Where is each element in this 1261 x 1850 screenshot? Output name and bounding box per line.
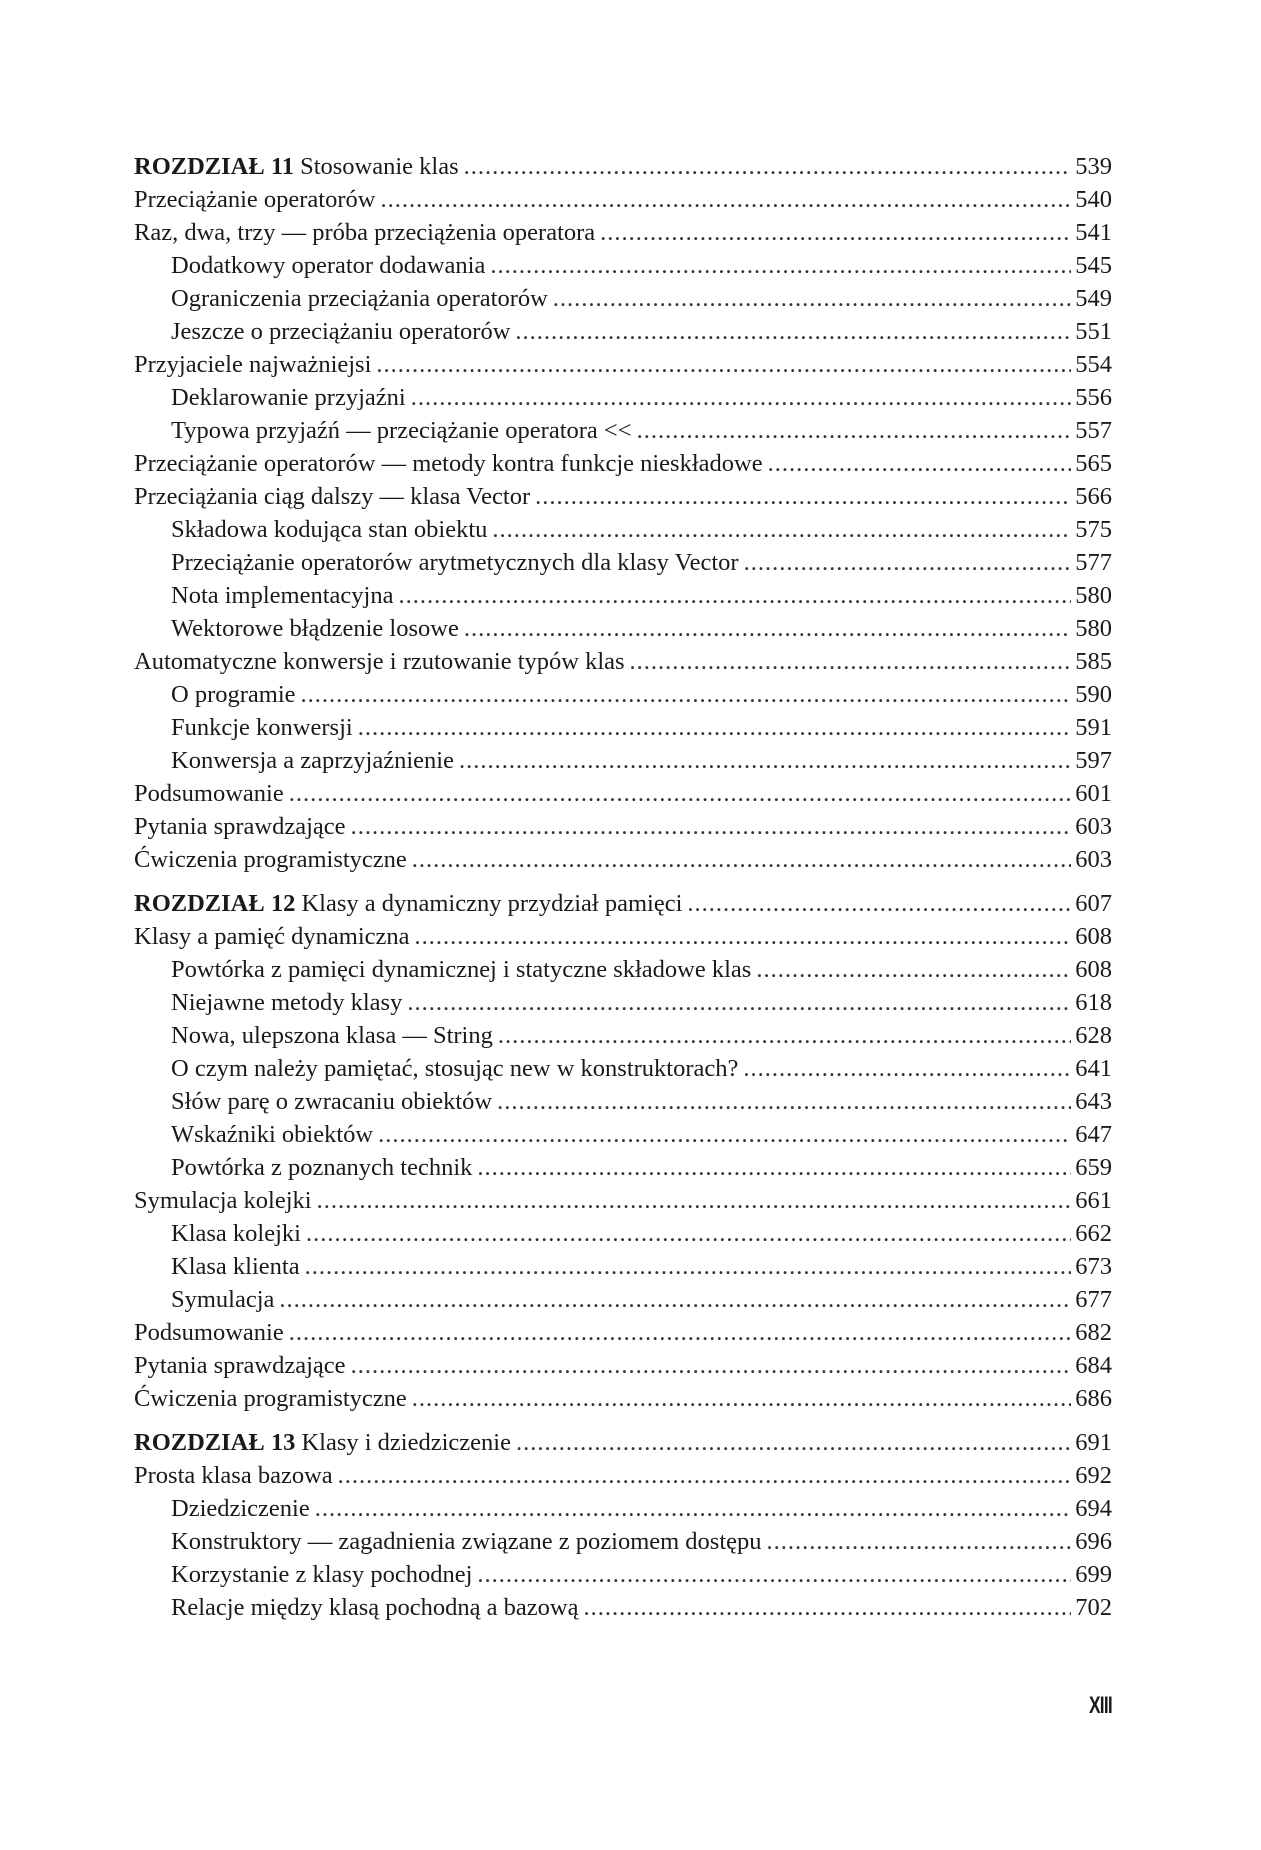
chapter-number: ROZDZIAŁ 13 (134, 1429, 296, 1456)
entry-title: Składowa kodująca stan obiektu (171, 516, 488, 543)
chapter-heading-label (134, 150, 459, 183)
dot-leader (630, 645, 1072, 678)
dot-leader (378, 1118, 1071, 1151)
toc-entry-symulacja-kolejki[interactable] (134, 1184, 1112, 1217)
entry-title: Symulacja kolejki (134, 1187, 312, 1214)
dot-leader (412, 1382, 1071, 1415)
entry-title: Nowa, ulepszona klasa — String (171, 1022, 493, 1049)
dot-leader (411, 381, 1072, 414)
page-number: 603 (1075, 846, 1112, 873)
page-number: 541 (1075, 219, 1112, 246)
chapter-section (134, 150, 1112, 876)
toc-entry-pytania-sprawdzajace[interactable] (134, 810, 1112, 843)
page-number: 694 (1075, 1495, 1112, 1522)
page-number: 673 (1075, 1253, 1112, 1280)
page-number: 628 (1075, 1022, 1112, 1049)
chapter-title: Klasy a dynamiczny przydział pamięci (301, 890, 683, 917)
dot-leader (412, 843, 1071, 876)
dot-leader (637, 414, 1072, 447)
page-number: 557 (1075, 417, 1112, 444)
dot-leader (767, 1525, 1072, 1558)
entry-title: Niejawne metody klasy (171, 989, 403, 1016)
toc-subentry-wektorowe-bladzenie-losowe[interactable] (134, 612, 1112, 645)
entry-title: Wektorowe błądzenie losowe (171, 615, 459, 642)
page-number: 539 (1075, 153, 1112, 180)
chapter-heading-row[interactable] (134, 150, 1112, 183)
page-number: 696 (1075, 1528, 1112, 1555)
dot-leader (351, 810, 1072, 843)
toc-entry-przeciazania-ciag-dalszy-klasa-vector[interactable] (134, 480, 1112, 513)
dot-leader (744, 546, 1072, 579)
toc-subentry-klasa-kolejki[interactable] (134, 1217, 1112, 1250)
toc-subentry-nowa-ulepszona-klasa-string[interactable] (134, 1019, 1112, 1052)
page-number: 545 (1075, 252, 1112, 279)
page-number: 603 (1075, 813, 1112, 840)
toc-entry-raz-dwa-trzy-proba-przeciazenia-operatora[interactable] (134, 216, 1112, 249)
toc-entry-automatyczne-konwersje-i-rzutowanie-typow-klas[interactable] (134, 645, 1112, 678)
dot-leader (490, 249, 1071, 282)
dot-leader (407, 986, 1071, 1019)
entry-title: Podsumowanie (134, 1319, 284, 1346)
page-number: 641 (1075, 1055, 1112, 1082)
entry-title: Ćwiczenia programistyczne (134, 846, 407, 873)
page-number: 686 (1075, 1385, 1112, 1412)
table-of-contents (134, 150, 1112, 1635)
page-number: 580 (1075, 615, 1112, 642)
toc-subentry-ograniczenia-przeciazania-operatorow[interactable] (134, 282, 1112, 315)
page-number: 608 (1075, 923, 1112, 950)
toc-subentry-o-czym-nalezy-pamietac-stosujac-new-w-konstruktorach[interactable] (134, 1052, 1112, 1085)
entry-title: Deklarowanie przyjaźni (171, 384, 406, 411)
toc-entry-przeciazanie-operatorow[interactable] (134, 183, 1112, 216)
page-number: 608 (1075, 956, 1112, 983)
entry-title: Automatyczne konwersje i rzutowanie typów klas (134, 648, 625, 675)
toc-entry-podsumowanie[interactable] (134, 1316, 1112, 1349)
page-number: 590 (1075, 681, 1112, 708)
toc-entry-prosta-klasa-bazowa[interactable] (134, 1459, 1112, 1492)
page-number: 691 (1075, 1429, 1112, 1456)
page-number: 540 (1075, 186, 1112, 213)
dot-leader (289, 1316, 1072, 1349)
chapter-heading-row[interactable] (134, 1426, 1112, 1459)
toc-entry-cwiczenia-programistyczne[interactable] (134, 1382, 1112, 1415)
entry-title: Podsumowanie (134, 780, 284, 807)
toc-subentry-klasa-klienta[interactable] (134, 1250, 1112, 1283)
page-number: 661 (1075, 1187, 1112, 1214)
dot-leader (289, 777, 1072, 810)
entry-title: Ograniczenia przeciążania operatorów (171, 285, 548, 312)
entry-title: Konstruktory — zagadnienia związane z poziomem dostępu (171, 1528, 762, 1555)
page-number: 618 (1075, 989, 1112, 1016)
chapter-title: Stosowanie klas (300, 153, 459, 180)
page-number: 684 (1075, 1352, 1112, 1379)
entry-title: Wskaźniki obiektów (171, 1121, 374, 1148)
page-number: 554 (1075, 351, 1112, 378)
dot-leader (768, 447, 1072, 480)
dot-leader (315, 1492, 1072, 1525)
entry-title: Klasy a pamięć dynamiczna (134, 923, 410, 950)
toc-subentry-powtorka-z-pamieci-dynamicznej-i-statyczne-skladowe-klas[interactable] (134, 953, 1112, 986)
toc-subentry-powtorka-z-poznanych-technik[interactable] (134, 1151, 1112, 1184)
toc-subentry-nota-implementacyjna[interactable] (134, 579, 1112, 612)
dot-leader (477, 1151, 1071, 1184)
entry-title: Dodatkowy operator dodawania (171, 252, 486, 279)
dot-leader (306, 1217, 1071, 1250)
toc-entry-cwiczenia-programistyczne[interactable] (134, 843, 1112, 876)
page-number: 556 (1075, 384, 1112, 411)
dot-leader (376, 348, 1071, 381)
page-number: 601 (1075, 780, 1112, 807)
dot-leader (305, 1250, 1072, 1283)
toc-subentry-dziedziczenie[interactable] (134, 1492, 1112, 1525)
entry-title: Klasa kolejki (171, 1220, 301, 1247)
chapter-number: ROZDZIAŁ 11 (134, 153, 294, 180)
toc-subentry-przeciazanie-operatorow-arytmetycznych-dla-klasy-vector[interactable] (134, 546, 1112, 579)
entry-title: Powtórka z pamięci dynamicznej i statyczne składowe klas (171, 956, 752, 983)
entry-title: Funkcje konwersji (171, 714, 353, 741)
dot-leader (317, 1184, 1072, 1217)
toc-subentry-skladowa-kodujaca-stan-obiektu[interactable] (134, 513, 1112, 546)
page-number: 662 (1075, 1220, 1112, 1247)
entry-title: Przyjaciele najważniejsi (134, 351, 372, 378)
page-number: 585 (1075, 648, 1112, 675)
dot-leader (583, 1591, 1071, 1624)
entry-title: Nota implementacyjna (171, 582, 394, 609)
page-number: 565 (1075, 450, 1112, 477)
entry-title: Ćwiczenia programistyczne (134, 1385, 407, 1412)
entry-title: Typowa przyjaźń — przeciążanie operatora << (171, 417, 632, 444)
toc-subentry-dodatkowy-operator-dodawania[interactable] (134, 249, 1112, 282)
toc-subentry-konstruktory-zagadnienia-zwiazane-z-poziomem-dostepu[interactable] (134, 1525, 1112, 1558)
dot-leader (515, 315, 1071, 348)
toc-subentry-jeszcze-o-przeciazaniu-operatorow[interactable] (134, 315, 1112, 348)
page-number: 659 (1075, 1154, 1112, 1181)
page-number: 682 (1075, 1319, 1112, 1346)
toc-entry-klasy-a-pamiec-dynamiczna[interactable] (134, 920, 1112, 953)
dot-leader (415, 920, 1072, 953)
entry-title: Relacje między klasą pochodną a bazową (171, 1594, 579, 1621)
entry-title: Przeciążanie operatorów (134, 186, 376, 213)
dot-leader (279, 1283, 1071, 1316)
entry-title: Słów parę o zwracaniu obiektów (171, 1088, 493, 1115)
entry-title: Korzystanie z klasy pochodnej (171, 1561, 473, 1588)
toc-subentry-slow-pare-o-zwracaniu-obiektow[interactable] (134, 1085, 1112, 1118)
dot-leader (756, 953, 1071, 986)
toc-entry-podsumowanie[interactable] (134, 777, 1112, 810)
chapter-section (134, 887, 1112, 1415)
dot-leader (464, 150, 1072, 183)
dot-leader (743, 1052, 1071, 1085)
dot-leader (464, 612, 1071, 645)
page-number: 607 (1075, 890, 1112, 917)
toc-subentry-symulacja[interactable] (134, 1283, 1112, 1316)
page-number: 692 (1075, 1462, 1112, 1489)
dot-leader (301, 678, 1072, 711)
page-number: 551 (1075, 318, 1112, 345)
page-number: 577 (1075, 549, 1112, 576)
entry-title: Przeciążanie operatorów arytmetycznych dla klasy Vector (171, 549, 739, 576)
dot-leader (477, 1558, 1071, 1591)
entry-title: Powtórka z poznanych technik (171, 1154, 473, 1181)
dot-leader (338, 1459, 1072, 1492)
dot-leader (498, 1019, 1071, 1052)
entry-title: Raz, dwa, trzy — próba przeciążenia operatora (134, 219, 596, 246)
dot-leader (492, 513, 1071, 546)
dot-leader (497, 1085, 1071, 1118)
toc-subentry-wskazniki-obiektow[interactable] (134, 1118, 1112, 1151)
toc-entry-przyjaciele-najwazniejsi[interactable] (134, 348, 1112, 381)
entry-title: Pytania sprawdzające (134, 1352, 346, 1379)
toc-entry-przeciazanie-operatorow-metody-kontra-funkcje-nieskladowe[interactable] (134, 447, 1112, 480)
entry-title: Pytania sprawdzające (134, 813, 346, 840)
page-number-roman: XIII (1088, 1692, 1112, 1719)
page-number: 699 (1075, 1561, 1112, 1588)
chapter-heading-row[interactable] (134, 887, 1112, 920)
dot-leader (687, 887, 1071, 920)
entry-title: Konwersja a zaprzyjaźnienie (171, 747, 454, 774)
toc-entry-pytania-sprawdzajace[interactable] (134, 1349, 1112, 1382)
entry-title: Przeciążanie operatorów — metody kontra funkcje nieskładowe (134, 450, 763, 477)
page-number: 643 (1075, 1088, 1112, 1115)
entry-title: Jeszcze o przeciążaniu operatorów (171, 318, 511, 345)
dot-leader (553, 282, 1071, 315)
toc-subentry-typowa-przyjazn-przeciazanie-operatora[interactable] (134, 414, 1112, 447)
entry-title: Prosta klasa bazowa (134, 1462, 333, 1489)
dot-leader (351, 1349, 1072, 1382)
entry-title: Dziedziczenie (171, 1495, 310, 1522)
chapter-title: Klasy i dziedziczenie (301, 1429, 511, 1456)
chapter-heading-label (134, 887, 682, 920)
dot-leader (380, 183, 1071, 216)
toc-subentry-niejawne-metody-klasy[interactable] (134, 986, 1112, 1019)
dot-leader (398, 579, 1071, 612)
toc-subentry-konwersja-a-zaprzyjaznienie[interactable] (134, 744, 1112, 777)
dot-leader (459, 744, 1071, 777)
page-number: 677 (1075, 1286, 1112, 1313)
toc-subentry-o-programie[interactable] (134, 678, 1112, 711)
chapter-heading-label (134, 1426, 511, 1459)
page-number: 566 (1075, 483, 1112, 510)
page-number: 702 (1075, 1594, 1112, 1621)
dot-leader (516, 1426, 1071, 1459)
entry-title: Przeciążania ciąg dalszy — klasa Vector (134, 483, 531, 510)
dot-leader (600, 216, 1071, 249)
entry-title: O programie (171, 681, 296, 708)
toc-subentry-funkcje-konwersji[interactable] (134, 711, 1112, 744)
page-number: 580 (1075, 582, 1112, 609)
toc-subentry-korzystanie-z-klasy-pochodnej[interactable] (134, 1558, 1112, 1591)
page-number: 597 (1075, 747, 1112, 774)
dot-leader (535, 480, 1071, 513)
chapter-number: ROZDZIAŁ 12 (134, 890, 296, 917)
entry-title: Symulacja (171, 1286, 275, 1313)
toc-subentry-relacje-miedzy-klasa-pochodna-a-bazowa[interactable] (134, 1591, 1112, 1624)
toc-subentry-deklarowanie-przyjazni[interactable] (134, 381, 1112, 414)
chapter-section (134, 1426, 1112, 1624)
entry-title: Klasa klienta (171, 1253, 300, 1280)
dot-leader (358, 711, 1072, 744)
page-number: 575 (1075, 516, 1112, 543)
entry-title: O czym należy pamiętać, stosując new w konstruktorach? (171, 1055, 739, 1082)
page-number: 549 (1075, 285, 1112, 312)
page-number: 647 (1075, 1121, 1112, 1148)
page-number: 591 (1075, 714, 1112, 741)
